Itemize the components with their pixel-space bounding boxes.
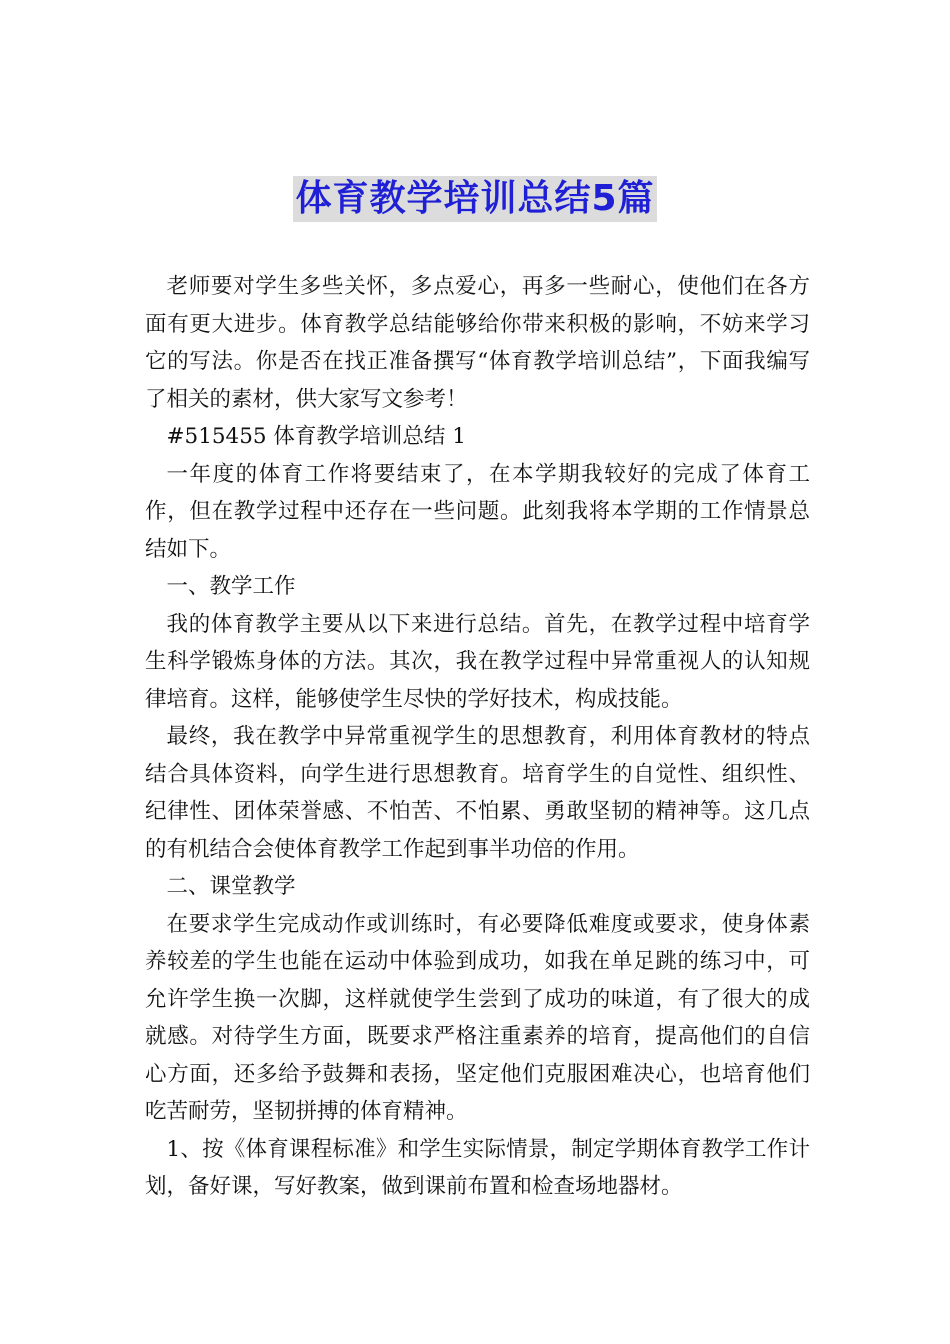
title-container xyxy=(0,176,950,222)
list-item-paragraph: 1、按《体育课程标准》和学生实际情景，制定学期体育教学工作计划，备好课，写好教案，做到课前布置和检查场地器材。 xyxy=(145,1136,810,1199)
document-title: 体育教学培训总结5篇 xyxy=(293,176,656,222)
body-paragraph: 最终，我在教学中异常重视学生的思想教育，利用体育教材的特点结合具体资料，向学生进行思想教育。培育学生的自觉性、组织性、纪律性、团体荣誉感、不怕苦、不怕累、勇敢坚韧的精神等。这几点的有机结合会使体育教学工作起到事半功倍的作用。 xyxy=(145,724,810,862)
section-heading: 二、课堂教学 xyxy=(166,874,296,899)
body-paragraph: 在要求学生完成动作或训练时，有必要降低难度或要求，使身体素养较差的学生也能在运动中体验到成功，如我在单足跳的练习中，可允许学生换一次脚，这样就使学生尝到了成功的味道，有了很大的成就感。对待学生方面，既要求严格注重素养的培育，提高他们的自信心方面，还多给予鼓舞和表扬，坚定他们克服困难决心，也培育他们吃苦耐劳，坚韧拼搏的体育精神。 xyxy=(145,911,810,1124)
body-paragraph: 一年度的体育工作将要结束了，在本学期我较好的完成了体育工作，但在教学过程中还存在一些问题。此刻我将本学期的工作情景总结如下。 xyxy=(145,461,810,562)
intro-paragraph: 老师要对学生多些关怀，多点爱心，再多一些耐心，使他们在各方面有更大进步。体育教学总结能够给你带来积极的影响，不妨来学习它的写法。你是否在找正准备撰写“体育教学培训总结”，下面我编写了相关的素材，供大家写文参考！ xyxy=(145,274,810,412)
body-paragraph: 我的体育教学主要从以下来进行总结。首先，在教学过程中培育学生科学锻炼身体的方法。其次，我在教学过程中异常重视人的认知规律培育。这样，能够使学生尽快的学好技术，构成技能。 xyxy=(145,611,810,712)
document-body xyxy=(145,268,810,1206)
article-heading: #515455 体育教学培训总结 1 xyxy=(166,424,466,449)
section-heading: 一、教学工作 xyxy=(166,574,296,599)
